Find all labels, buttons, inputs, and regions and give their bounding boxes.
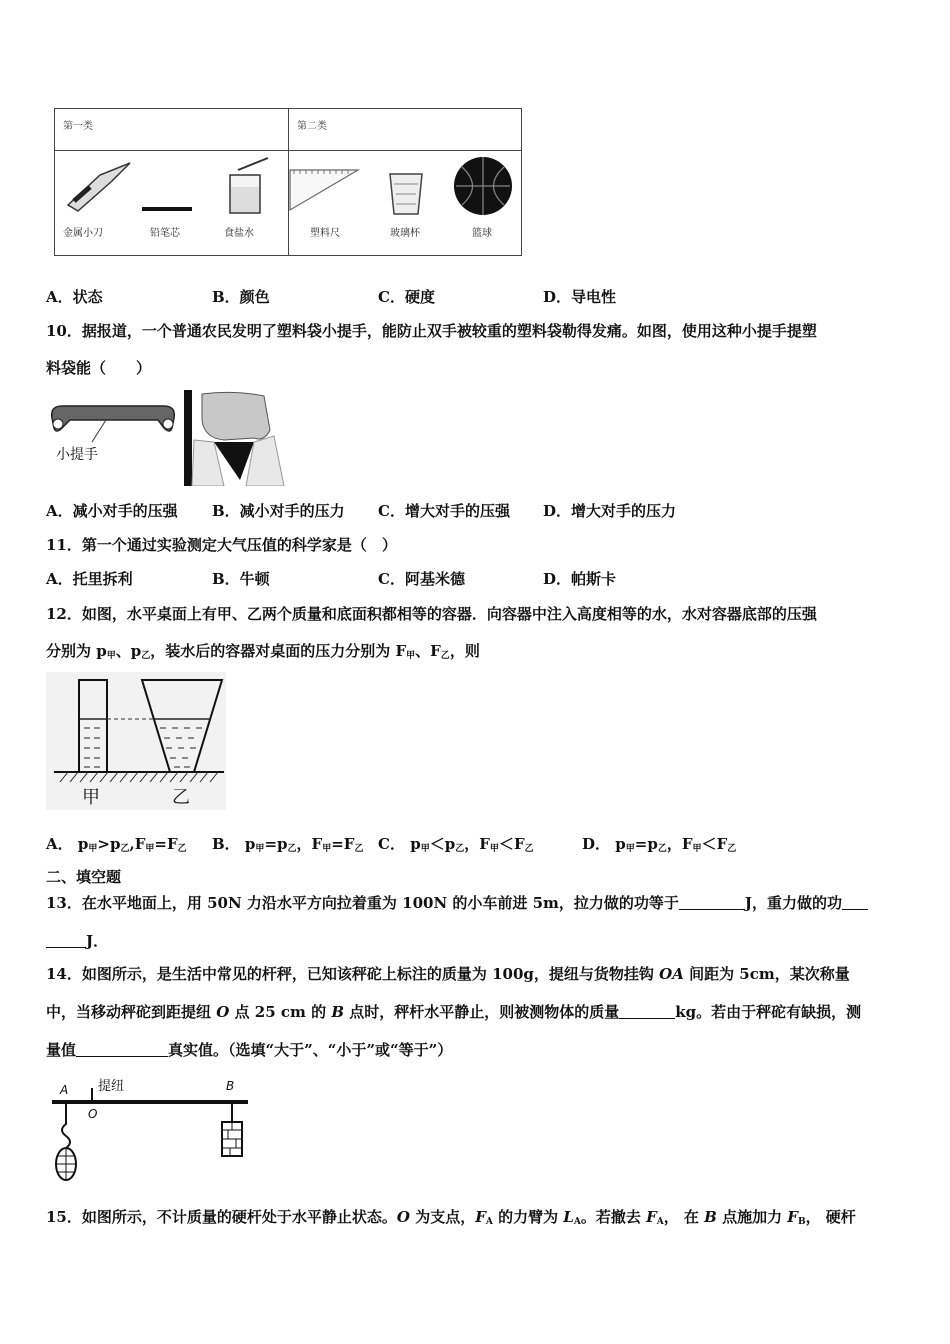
knife-image [60, 155, 140, 220]
q11-option-a: A．托里拆利 [46, 570, 133, 588]
q9-option-c: C．硬度 [378, 288, 435, 306]
q14-text-d: 点 25 cm 的 [229, 1003, 332, 1021]
q14-line3 [46, 1039, 452, 1060]
sub-yi: 乙 [120, 844, 130, 854]
option-letter: C． [378, 835, 405, 853]
q14-text-b: 间距为 5cm，某次称量 [683, 965, 850, 983]
q12-line2-c: ，装水后的容器对桌面的压力分别为 F [150, 642, 407, 660]
q14-oa: OA [659, 965, 684, 983]
p-relation: > [97, 835, 110, 853]
q15-text-e: ， 在 [663, 1208, 705, 1226]
handle-label: 小提手 [56, 447, 98, 463]
q15-text-b: 为支点， [409, 1208, 476, 1226]
f-relation: ＜ [498, 835, 514, 853]
q15-text-f: 点施加力 [716, 1208, 788, 1226]
f-relation: = [154, 835, 167, 853]
fig-label-tiniu: 提纽 [98, 1079, 125, 1094]
q15-la: L [563, 1208, 574, 1226]
q14-text-a: 14．如图所示，是生活中常见的杆秤，已知该秤砣上标注的质量为 100g，提纽与货物挂钩 [46, 965, 660, 983]
steelyard-figure [46, 1072, 256, 1190]
hand-photo-image [184, 390, 286, 486]
f-symbol: F [311, 835, 323, 853]
q10-option-c: C．增大对手的压强 [378, 502, 510, 520]
q12-line2-b: 、p [115, 642, 142, 660]
f-symbol: F [479, 835, 490, 853]
q11-line1: 11．第一个通过实验测定大气压值的科学家是（ ） [46, 536, 397, 554]
sub-jia: 甲 [106, 651, 116, 661]
table-header-col2: 第二类 [289, 109, 522, 151]
fig-label-b: B [226, 1079, 235, 1093]
q11-option-c: C．阿基米德 [378, 570, 465, 588]
p-symbol: p [277, 835, 288, 853]
q13-text-a: 13．在水平地面上，用 50N 力沿水平方向拉着重为 100N 的小车前进 5m，拉力做的功等于 [46, 894, 679, 912]
q11-option-d: D．帕斯卡 [543, 570, 617, 588]
p-symbol: p [244, 835, 256, 853]
sub-yi: 乙 [141, 651, 151, 661]
containers-figure [46, 672, 226, 810]
sub-jia: 甲 [88, 844, 98, 854]
q9-option-d: D．导电性 [543, 288, 617, 306]
sub-yi: 乙 [657, 844, 667, 854]
f-relation: = [331, 835, 344, 853]
table-header-col1: 第一类 [55, 109, 289, 151]
q14-text-c: 中，当移动秤砣到距提纽 [46, 1003, 217, 1021]
q10-line1: 10．据报道，一个普通农民发明了塑料袋小提手，能防止双手被较重的塑料袋勒得发痛。如图，使用这种小提手提塑 [46, 322, 817, 340]
p-symbol: p [444, 835, 456, 853]
sub-jia: 甲 [255, 844, 265, 854]
f-symbol: F [134, 835, 146, 853]
q14-b: B [331, 1003, 344, 1021]
q14-o: O [216, 1003, 230, 1021]
q13-text-c: J． [86, 932, 109, 950]
q14-blank-2[interactable] [76, 1042, 168, 1057]
q15-sub-a: A [573, 1217, 581, 1227]
q12-line2-e: ，则 [449, 642, 480, 660]
q15-text-c: 的力臂为 [492, 1208, 564, 1226]
salt-water-glass-image [218, 155, 278, 220]
q14-line1 [46, 963, 850, 984]
q15-fa: F [475, 1208, 486, 1226]
q15-text-g: ， 硬杆 [805, 1208, 856, 1226]
q13-blank-2a[interactable] [842, 895, 868, 910]
q15-b: B [704, 1208, 717, 1226]
item-pencil-label: 铅笔芯 [150, 228, 180, 239]
q13-line2 [46, 930, 108, 951]
sub-jia: 甲 [625, 844, 635, 854]
q15-line1 [46, 1206, 856, 1227]
sub-yi: 乙 [455, 844, 465, 854]
item-basketball-label: 篮球 [472, 228, 492, 239]
q14-text-g: 量值 [46, 1041, 77, 1059]
q13-text-b: J，重力做的功 [744, 894, 843, 912]
sub-jia: 甲 [692, 844, 702, 854]
item-ruler-label: 塑料尺 [310, 228, 340, 239]
sub-yi: 乙 [727, 844, 737, 854]
f-symbol: F [343, 835, 355, 853]
sub-jia: 甲 [406, 651, 416, 661]
sub-yi: 乙 [524, 844, 534, 854]
p-symbol: p [109, 835, 121, 853]
p-relation: = [634, 835, 648, 853]
q12-option-a: A． $p_甲>p_乙,F_甲=F_乙$ [46, 835, 187, 854]
f-symbol: F [513, 835, 525, 853]
q12-option-c: C． $p_甲<p_乙$，$F_甲<F_乙$ [378, 835, 534, 854]
q14-text-e: 点时，秤杆水平静止，则被测物体的质量 [344, 1003, 620, 1021]
q15-sub-a: A [656, 1217, 664, 1227]
q12-line2-d: 、F [415, 642, 441, 660]
sub-jia: 甲 [322, 844, 332, 854]
q15-o: O [396, 1208, 410, 1226]
q14-line2 [46, 1001, 861, 1022]
f-symbol: F [716, 835, 728, 853]
q12-option-d: D． $p_甲=p_乙$，$F_甲<F_乙$ [582, 835, 737, 854]
p-symbol: p [647, 835, 658, 853]
p-relation: = [264, 835, 278, 853]
label-jia: 甲 [82, 787, 100, 808]
q10-option-d: D．增大对手的压力 [543, 502, 677, 520]
q15-sub-b: B [797, 1217, 806, 1227]
q15-text-a: 15．如图所示，不计质量的硬杆处于水平静止状态。 [46, 1208, 397, 1226]
q10-option-b: B．减小对手的压力 [212, 502, 345, 520]
q9-option-a: A．状态 [46, 288, 103, 306]
q13-blank-1[interactable] [679, 895, 745, 910]
sub-yi: 乙 [440, 651, 450, 661]
p-symbol: p [410, 835, 421, 853]
q14-text-f: kg。若由于秤砣有缺损，测 [675, 1003, 862, 1021]
label-yi: 乙 [172, 787, 190, 808]
item-glass-label: 玻璃杯 [390, 228, 420, 239]
option-letter: D． [582, 835, 611, 853]
q15-sub-a: A [485, 1217, 493, 1227]
item-saltwater-label: 食盐水 [224, 228, 254, 239]
q10-line2: 料袋能（ ） [46, 359, 152, 377]
option-letter: A． [46, 835, 73, 853]
sub-jia: 甲 [489, 844, 499, 854]
q13-blank-2b[interactable] [46, 933, 86, 948]
fig-label-o: O [88, 1107, 98, 1121]
f-symbol: F [681, 835, 693, 853]
q12-line2-a: 分别为 p [46, 642, 107, 660]
sub-jia: 甲 [145, 844, 155, 854]
item-knife-label: 金属小刀 [63, 228, 103, 239]
q11-option-b: B．牛顿 [212, 570, 270, 588]
basketball-image [452, 155, 514, 217]
q12-option-b: B． $p_甲=p_乙$，$F_甲=F_乙$ [212, 835, 364, 854]
q14-blank-1[interactable] [619, 1004, 675, 1019]
p-symbol: p [615, 835, 626, 853]
f-symbol: F [166, 835, 178, 853]
p-relation: ＜ [429, 835, 445, 853]
sub-jia: 甲 [420, 844, 430, 854]
option-letter: B． [212, 835, 240, 853]
p-symbol: p [77, 835, 89, 853]
q13-line1 [46, 892, 868, 913]
fig-label-a: A [60, 1083, 69, 1097]
q9-option-b: B．颜色 [212, 288, 270, 306]
section-title: 二、填空题 [46, 868, 122, 886]
pencil-lead-image [140, 200, 195, 220]
q12-line2 [46, 640, 480, 661]
sub-yi: 乙 [177, 844, 187, 854]
sub-yi: 乙 [354, 844, 364, 854]
q14-text-h: 真实值。（选填“大于”、“小于”或“等于”） [168, 1041, 453, 1059]
q15-fa: F [646, 1208, 657, 1226]
sub-yi: 乙 [287, 844, 297, 854]
q12-line1: 12．如图，水平桌面上有甲、乙两个质量和底面积都相等的容器．向容器中注入高度相等的水，水对容器底部的压强 [46, 605, 817, 623]
q15-text-d: 。若撤去 [580, 1208, 647, 1226]
glass-cup-image [384, 170, 429, 220]
q15-fb: F [787, 1208, 798, 1226]
q10-option-a: A．减小对手的压强 [46, 502, 178, 520]
f-relation: ＜ [701, 835, 717, 853]
plastic-ruler-image [286, 165, 366, 215]
